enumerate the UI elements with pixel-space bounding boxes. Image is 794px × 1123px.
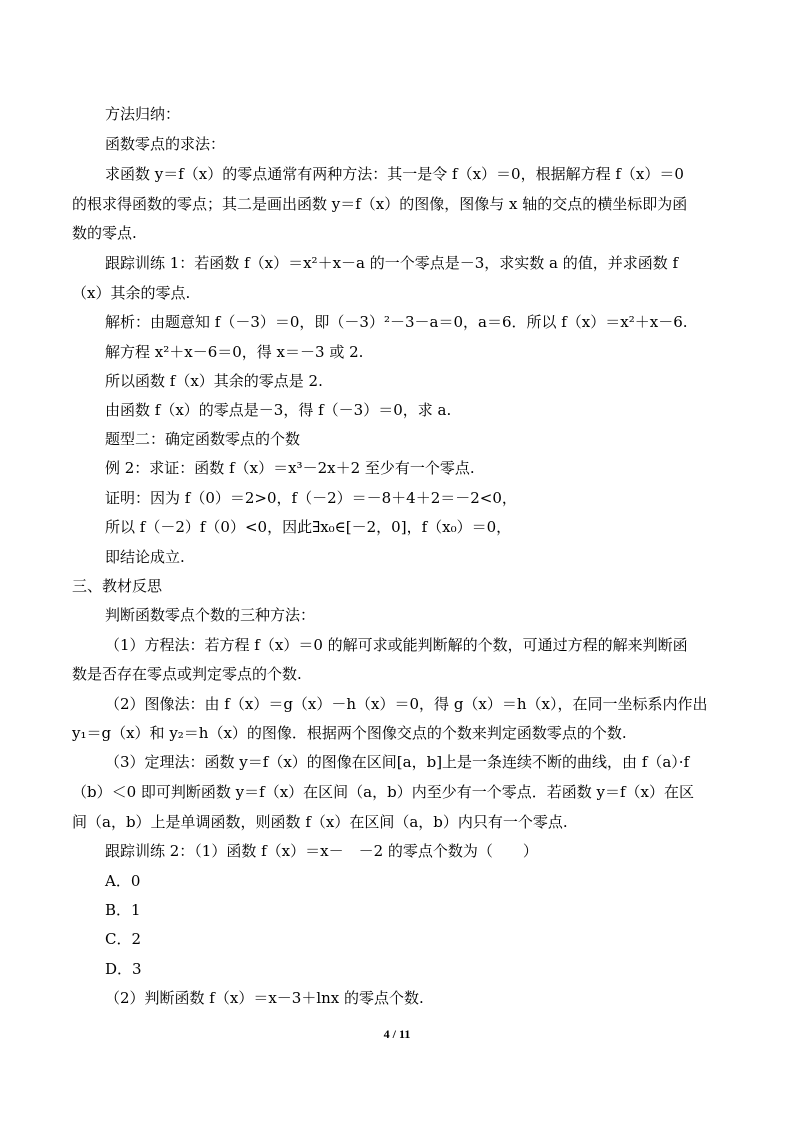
text-line: （2）图像法：由 f（x）＝g（x）－h（x）＝0，得 g（x）＝h（x），在同一坐标系内作出 [105,695,708,713]
text-line: 方法归纳： [105,105,181,123]
option-b: B．1 [105,901,141,919]
text-line: 解方程 x²＋x－6＝0，得 x＝－3 或 2. [105,343,364,361]
text-line: （2）判断函数 f（x）＝x－3＋lnx 的零点个数. [105,989,424,1007]
text-line: 所以 f（－2）f（0）<0，因此∃x₀∈[－2，0]，f（x₀）＝0， [105,518,512,536]
text-line: 即结论成立. [105,548,185,566]
text-line: 证明：因为 f（0）＝2>0，f（－2）＝－8＋4＋2＝－2<0， [105,489,517,507]
text-line: 数是否存在零点或判定零点的个数. [72,665,302,683]
text-line: 间（a，b）上是单调函数，则函数 f（x）在区间（a，b）内只有一个零点. [72,813,568,831]
text-line: 函数零点的求法： [105,135,226,153]
text-line: 解析：由题意知 f（－3）＝0，即（－3）²－3－a＝0，a＝6．所以 f（x）＝x²＋x－6. [105,313,688,331]
section-heading: 三、教材反思 [72,577,163,595]
section-heading: 题型二：确定函数零点的个数 [105,430,301,448]
text-line: （b）＜0 即可判断函数 y＝f（x）在区间（a，b）内至少有一个零点．若函数 y＝f（x）在区 [72,783,694,801]
text-line: 跟踪训练 2：（1）函数 f（x）＝x－ －2 的零点个数为（ ） [105,842,538,860]
option-c: C．2 [105,930,142,948]
text-line: （3）定理法：函数 y＝f（x）的图像在区间[a，b]上是一条连续不断的曲线，由 f（a）·f [105,753,690,771]
text-line: 跟踪训练 1：若函数 f（x）＝x²＋x－a 的一个零点是－3，求实数 a 的值，并求函数 f [105,254,679,272]
option-a: A．0 [105,872,141,890]
text-line: （x）其余的零点. [72,284,191,302]
option-d: D．3 [105,960,142,978]
page-number: 4 / 11 [383,1027,411,1041]
text-line: 数的零点. [72,224,137,242]
text-line: 判断函数零点个数的三种方法： [105,606,316,624]
text-line: 求函数 y＝f（x）的零点通常有两种方法：其一是令 f（x）＝0，根据解方程 f（x）＝0 [105,165,684,183]
text-line: （1）方程法：若方程 f（x）＝0 的解可求或能判断解的个数，可通过方程的解来判断函 [105,636,688,654]
text-line: 所以函数 f（x）其余的零点是 2. [105,372,323,390]
text-line: 例 2：求证：函数 f（x）＝x³－2x＋2 至少有一个零点. [105,459,475,477]
text-line: y₁＝g（x）和 y₂＝h（x）的图像．根据两个图像交点的个数来判定函数零点的个数. [72,724,627,742]
text-line: 由函数 f（x）的零点是－3，得 f（－3）＝0，求 a. [105,401,452,419]
text-line: 的根求得函数的零点；其二是画出函数 y＝f（x）的图像，图像与 x 轴的交点的横坐标即为函 [72,195,688,213]
